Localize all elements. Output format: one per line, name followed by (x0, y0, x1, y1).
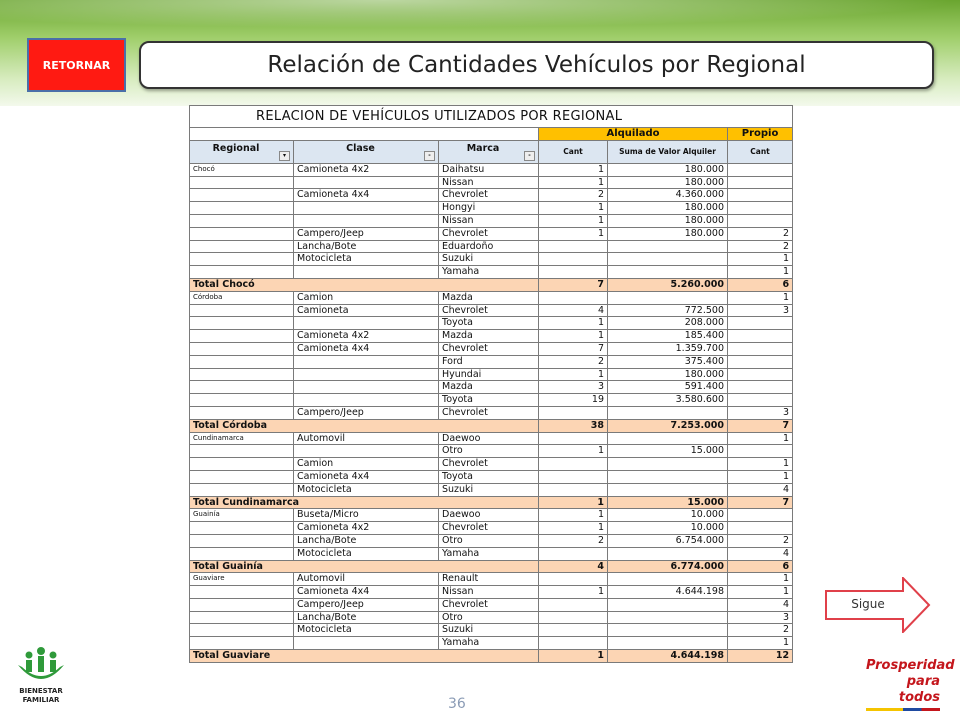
cell-regional (190, 483, 294, 496)
cell-clase: Camioneta 4x2 (294, 522, 439, 535)
cell-cant: 1 (539, 214, 608, 227)
cell-propio (728, 522, 793, 535)
col-clase-label: Clase (346, 142, 375, 154)
table-body (190, 163, 793, 662)
cell-regional (190, 586, 294, 599)
table-row (190, 445, 793, 458)
cell-clase: Automovil (294, 432, 439, 445)
table-row (190, 470, 793, 483)
cell-cant: 7 (539, 278, 608, 291)
cell-cant: 1 (539, 586, 608, 599)
total-row (190, 419, 793, 432)
table-row (190, 432, 793, 445)
cell-propio: 6 (728, 278, 793, 291)
cell-clase (294, 214, 439, 227)
cell-propio: 1 (728, 432, 793, 445)
cell-regional (190, 470, 294, 483)
cell-clase: Camioneta 4x2 (294, 163, 439, 176)
cell-clase (294, 637, 439, 650)
cell-marca: Daewoo (439, 432, 539, 445)
table-row (190, 637, 793, 650)
cell-clase: Lancha/Bote (294, 534, 439, 547)
cell-cant: 1 (539, 509, 608, 522)
cell-valor: 6.754.000 (608, 534, 728, 547)
cell-valor: 180.000 (608, 202, 728, 215)
table-row (190, 202, 793, 215)
cell-cant (539, 483, 608, 496)
cell-marca: Chevrolet (439, 227, 539, 240)
cell-clase: Camioneta 4x4 (294, 470, 439, 483)
cell-regional (190, 637, 294, 650)
page-title (139, 41, 934, 89)
cell-propio (728, 189, 793, 202)
cell-propio (728, 509, 793, 522)
cell-valor: 208.000 (608, 317, 728, 330)
cell-marca: Otro (439, 445, 539, 458)
cell-valor (608, 458, 728, 471)
cell-propio (728, 342, 793, 355)
cell-marca: Nissan (439, 214, 539, 227)
cell-propio: 4 (728, 483, 793, 496)
cell-propio: 1 (728, 291, 793, 304)
cell-clase: Camioneta 4x4 (294, 342, 439, 355)
col-marca-label: Marca (466, 142, 500, 154)
cell-clase (294, 266, 439, 279)
cell-marca: Daewoo (439, 509, 539, 522)
cell-propio: 7 (728, 419, 793, 432)
col-marca-header[interactable] (439, 140, 539, 163)
table-row (190, 547, 793, 560)
blank-header (190, 128, 539, 141)
cell-valor: 180.000 (608, 176, 728, 189)
cell-propio (728, 176, 793, 189)
prosp-line1: Prosperidad (866, 658, 955, 673)
cell-cant: 4 (539, 304, 608, 317)
cell-propio: 1 (728, 573, 793, 586)
col-suma-header (608, 140, 728, 163)
cell-valor: 180.000 (608, 214, 728, 227)
cell-marca: Nissan (439, 586, 539, 599)
cell-clase (294, 381, 439, 394)
cell-clase (294, 445, 439, 458)
cell-propio: 1 (728, 458, 793, 471)
col-cant-label: Cant (563, 147, 583, 157)
cell-valor: 7.253.000 (608, 419, 728, 432)
cell-cant (539, 611, 608, 624)
col-regional-header[interactable] (190, 140, 294, 163)
cell-cant: 38 (539, 419, 608, 432)
cell-marca: Chevrolet (439, 522, 539, 535)
cell-cant: 1 (539, 496, 608, 509)
table-row (190, 304, 793, 317)
cell-propio: 1 (728, 253, 793, 266)
cell-marca: Mazda (439, 381, 539, 394)
cell-cant: 2 (539, 534, 608, 547)
cell-valor: 591.400 (608, 381, 728, 394)
table-row (190, 611, 793, 624)
cell-propio: 2 (728, 227, 793, 240)
cell-regional (190, 304, 294, 317)
cell-valor (608, 483, 728, 496)
table-row (190, 163, 793, 176)
table-row (190, 458, 793, 471)
cell-regional: Guaviare (190, 573, 294, 586)
cell-marca: Chevrolet (439, 342, 539, 355)
cell-clase: Camioneta 4x2 (294, 330, 439, 343)
cell-cant (539, 637, 608, 650)
cell-valor: 6.774.000 (608, 560, 728, 573)
cell-valor (608, 240, 728, 253)
cell-regional (190, 394, 294, 407)
cell-propio: 4 (728, 598, 793, 611)
cell-regional (190, 381, 294, 394)
cell-clase: Campero/Jeep (294, 406, 439, 419)
flag-stripe (866, 708, 940, 711)
cell-propio: 1 (728, 637, 793, 650)
cell-valor: 185.400 (608, 330, 728, 343)
cell-regional: Cundinamarca (190, 432, 294, 445)
cell-cant: 1 (539, 202, 608, 215)
table-row (190, 522, 793, 535)
cell-valor: 5.260.000 (608, 278, 728, 291)
table-row (190, 355, 793, 368)
cell-cant (539, 573, 608, 586)
cell-propio (728, 368, 793, 381)
cell-regional (190, 534, 294, 547)
cell-cant: 1 (539, 176, 608, 189)
total-label: Total Guainía (190, 560, 539, 573)
cell-clase (294, 202, 439, 215)
cell-valor (608, 598, 728, 611)
cell-marca: Hongyi (439, 202, 539, 215)
cell-marca: Ford (439, 355, 539, 368)
cell-marca: Chevrolet (439, 598, 539, 611)
cell-marca: Yamaha (439, 637, 539, 650)
table-row (190, 406, 793, 419)
cell-marca: Suzuki (439, 483, 539, 496)
cell-regional (190, 522, 294, 535)
cell-valor: 375.400 (608, 355, 728, 368)
cell-clase: Camioneta 4x4 (294, 586, 439, 599)
cell-marca: Yamaha (439, 547, 539, 560)
cell-valor: 180.000 (608, 227, 728, 240)
cell-regional (190, 202, 294, 215)
col-clase-header[interactable] (294, 140, 439, 163)
cell-clase (294, 355, 439, 368)
group-propio: Propio (728, 128, 793, 141)
cell-propio (728, 163, 793, 176)
group-alquilado: Alquilado (539, 128, 728, 141)
cell-regional (190, 240, 294, 253)
cell-clase: Buseta/Micro (294, 509, 439, 522)
cell-propio (728, 330, 793, 343)
cell-propio: 3 (728, 304, 793, 317)
cell-clase: Campero/Jeep (294, 598, 439, 611)
cell-clase: Camion (294, 458, 439, 471)
cell-cant: 1 (539, 330, 608, 343)
cell-regional (190, 598, 294, 611)
cell-cant: 1 (539, 445, 608, 458)
cell-regional (190, 624, 294, 637)
cell-propio: 3 (728, 611, 793, 624)
cell-cant: 1 (539, 317, 608, 330)
cell-valor (608, 573, 728, 586)
cell-cant: 2 (539, 355, 608, 368)
cell-cant (539, 291, 608, 304)
cell-clase: Camioneta 4x4 (294, 189, 439, 202)
cell-cant (539, 458, 608, 471)
bienestar-familiar-logo (14, 645, 68, 709)
table-row (190, 534, 793, 547)
family-icon (14, 645, 68, 683)
cell-valor (608, 470, 728, 483)
cell-propio: 2 (728, 624, 793, 637)
total-row (190, 560, 793, 573)
total-label: Total Chocó (190, 278, 539, 291)
table-row (190, 214, 793, 227)
cell-valor (608, 406, 728, 419)
cell-marca: Chevrolet (439, 458, 539, 471)
cell-regional: Guainía (190, 509, 294, 522)
cell-valor: 15.000 (608, 496, 728, 509)
table-row (190, 509, 793, 522)
cell-valor (608, 253, 728, 266)
table-row (190, 176, 793, 189)
cell-valor: 180.000 (608, 368, 728, 381)
cell-clase: Campero/Jeep (294, 227, 439, 240)
sigue-button[interactable] (825, 577, 931, 633)
cell-cant: 7 (539, 342, 608, 355)
cell-cant (539, 624, 608, 637)
cell-marca: Mazda (439, 291, 539, 304)
cell-valor (608, 266, 728, 279)
cell-propio (728, 381, 793, 394)
col-suma-label: Suma de Valor Alquiler (619, 147, 716, 157)
col-cant2-header (728, 140, 793, 163)
cell-regional (190, 330, 294, 343)
cell-valor: 1.359.700 (608, 342, 728, 355)
cell-regional (190, 611, 294, 624)
cell-propio (728, 355, 793, 368)
cell-marca: Eduardoño (439, 240, 539, 253)
filter-dropdown-icon[interactable]: ▾ (279, 151, 290, 161)
cell-valor: 4.644.198 (608, 586, 728, 599)
cell-propio: 6 (728, 560, 793, 573)
prosp-line2: para todos (898, 674, 940, 705)
col-cant-header (539, 140, 608, 163)
cell-clase: Camioneta (294, 304, 439, 317)
cell-regional (190, 189, 294, 202)
cell-clase (294, 176, 439, 189)
cell-valor: 4.644.198 (608, 650, 728, 663)
cell-marca: Chevrolet (439, 406, 539, 419)
cell-propio: 1 (728, 470, 793, 483)
cell-regional: Córdoba (190, 291, 294, 304)
cell-cant (539, 266, 608, 279)
cell-propio (728, 394, 793, 407)
cell-cant: 2 (539, 189, 608, 202)
cell-clase: Lancha/Bote (294, 240, 439, 253)
cell-clase: Motocicleta (294, 547, 439, 560)
table-row (190, 266, 793, 279)
cell-valor: 4.360.000 (608, 189, 728, 202)
cell-regional: Chocó (190, 163, 294, 176)
cell-cant: 4 (539, 560, 608, 573)
table-row (190, 227, 793, 240)
cell-marca: Suzuki (439, 624, 539, 637)
cell-valor: 10.000 (608, 509, 728, 522)
cell-regional (190, 368, 294, 381)
cell-cant: 1 (539, 368, 608, 381)
cell-propio: 2 (728, 240, 793, 253)
cell-clase: Lancha/Bote (294, 611, 439, 624)
filter-dropdown-icon[interactable]: - (524, 151, 535, 161)
cell-valor: 180.000 (608, 163, 728, 176)
cell-regional (190, 214, 294, 227)
total-row (190, 650, 793, 663)
table-row (190, 394, 793, 407)
cell-regional (190, 458, 294, 471)
cell-marca: Otro (439, 611, 539, 624)
cell-marca: Toyota (439, 470, 539, 483)
cell-propio: 3 (728, 406, 793, 419)
cell-propio: 1 (728, 266, 793, 279)
cell-marca: Daihatsu (439, 163, 539, 176)
filter-dropdown-icon[interactable]: - (424, 151, 435, 161)
cell-cant (539, 547, 608, 560)
cell-cant: 1 (539, 163, 608, 176)
prosperidad-logo (866, 658, 955, 706)
cell-clase: Motocicleta (294, 624, 439, 637)
cell-clase (294, 368, 439, 381)
table-row (190, 342, 793, 355)
cell-marca: Yamaha (439, 266, 539, 279)
cell-clase: Camion (294, 291, 439, 304)
cell-clase: Motocicleta (294, 253, 439, 266)
cell-marca: Hyundai (439, 368, 539, 381)
cell-cant: 1 (539, 650, 608, 663)
table-title: RELACION DE VEHÍCULOS UTILIZADOS POR REGIONAL (190, 106, 793, 128)
cell-cant: 1 (539, 522, 608, 535)
table-row (190, 253, 793, 266)
cell-cant (539, 598, 608, 611)
cell-cant (539, 240, 608, 253)
cell-valor (608, 432, 728, 445)
table-row (190, 573, 793, 586)
cell-regional (190, 547, 294, 560)
cell-regional (190, 176, 294, 189)
cell-regional (190, 342, 294, 355)
cell-clase (294, 394, 439, 407)
cell-regional (190, 227, 294, 240)
cell-propio (728, 214, 793, 227)
cell-marca: Mazda (439, 330, 539, 343)
cell-marca: Chevrolet (439, 189, 539, 202)
total-label: Total Guaviare (190, 650, 539, 663)
table-row (190, 189, 793, 202)
cell-propio (728, 202, 793, 215)
cell-regional (190, 355, 294, 368)
cell-cant: 3 (539, 381, 608, 394)
total-row (190, 496, 793, 509)
cell-propio (728, 445, 793, 458)
cell-valor (608, 637, 728, 650)
page-number: 36 (448, 696, 466, 712)
cell-cant (539, 406, 608, 419)
cell-clase: Motocicleta (294, 483, 439, 496)
cell-regional (190, 266, 294, 279)
logo-text-line1: BIENESTAR (19, 687, 63, 695)
page-title-text: Relación de Cantidades Vehículos por Regional (267, 52, 806, 78)
table-row (190, 586, 793, 599)
cell-valor: 772.500 (608, 304, 728, 317)
cell-marca: Otro (439, 534, 539, 547)
table-row (190, 368, 793, 381)
cell-regional (190, 406, 294, 419)
logo-text-line2: FAMILIAR (22, 696, 60, 704)
cell-marca: Nissan (439, 176, 539, 189)
cell-cant: 19 (539, 394, 608, 407)
total-label: Total Córdoba (190, 419, 539, 432)
cell-clase (294, 317, 439, 330)
cell-marca: Toyota (439, 317, 539, 330)
cell-regional (190, 253, 294, 266)
cell-cant (539, 253, 608, 266)
table-row (190, 598, 793, 611)
cell-valor: 10.000 (608, 522, 728, 535)
vehicles-table (189, 105, 792, 663)
cell-valor (608, 291, 728, 304)
col-cant2-label: Cant (750, 147, 770, 157)
table-row (190, 291, 793, 304)
cell-valor (608, 611, 728, 624)
table-row (190, 624, 793, 637)
cell-marca: Toyota (439, 394, 539, 407)
retornar-button[interactable] (27, 38, 126, 92)
cell-propio: 7 (728, 496, 793, 509)
cell-cant (539, 432, 608, 445)
cell-valor: 15.000 (608, 445, 728, 458)
cell-regional (190, 445, 294, 458)
cell-propio: 12 (728, 650, 793, 663)
total-row (190, 278, 793, 291)
cell-marca: Renault (439, 573, 539, 586)
cell-valor (608, 624, 728, 637)
cell-clase: Automovil (294, 573, 439, 586)
total-label: Total Cundinamarca (190, 496, 539, 509)
cell-propio: 2 (728, 534, 793, 547)
cell-valor: 3.580.600 (608, 394, 728, 407)
cell-marca: Suzuki (439, 253, 539, 266)
table-row (190, 317, 793, 330)
cell-marca: Chevrolet (439, 304, 539, 317)
table-row (190, 240, 793, 253)
table-row (190, 483, 793, 496)
sigue-label: Sigue (851, 597, 885, 611)
cell-cant: 1 (539, 227, 608, 240)
col-regional-label: Regional (212, 142, 260, 154)
cell-propio (728, 317, 793, 330)
cell-regional (190, 317, 294, 330)
cell-valor (608, 547, 728, 560)
table-row (190, 381, 793, 394)
cell-cant (539, 470, 608, 483)
cell-propio: 1 (728, 586, 793, 599)
retornar-label: RETORNAR (42, 58, 111, 72)
cell-propio: 4 (728, 547, 793, 560)
table-row (190, 330, 793, 343)
